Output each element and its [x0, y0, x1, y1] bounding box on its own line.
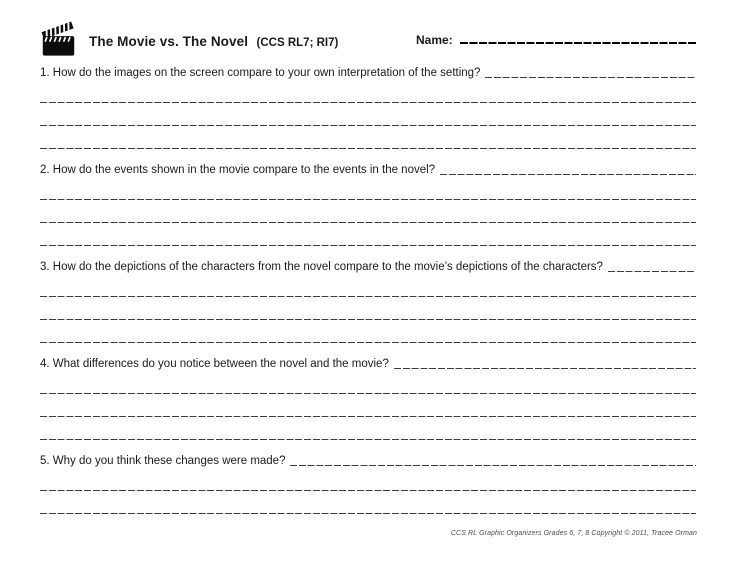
name-label: Name: [416, 33, 453, 47]
page-title [89, 33, 338, 51]
answer-blank-line[interactable] [40, 103, 697, 126]
question-text: 2. How do the events shown in the movie compare to the events in the novel? [40, 164, 436, 176]
answer-blank-line[interactable] [290, 454, 697, 468]
answer-blank-line[interactable] [40, 126, 697, 149]
page-title-standards-tag: (CCS RL7; RI7) [256, 37, 339, 49]
page-title-main: The Movie vs. The Novel [89, 34, 249, 49]
answer-blank-line[interactable] [40, 200, 697, 223]
question-text: 5. Why do you think these changes were made? [40, 455, 286, 467]
answer-blank-line[interactable] [40, 274, 697, 297]
question-text: 1. How do the images on the screen compare to your own interpretation of the setting? [40, 67, 481, 79]
name-field [416, 31, 697, 47]
question-block-5 [40, 454, 697, 514]
answer-blank-line[interactable] [608, 260, 697, 274]
worksheet-header [40, 18, 697, 62]
question-block-4 [40, 357, 697, 440]
answer-blank-line[interactable] [40, 177, 697, 200]
question-text: 3. How do the depictions of the characters from the novel compare to the movie’s depictions of the characters? [40, 261, 603, 273]
answer-blank-line[interactable] [394, 357, 697, 371]
question-text: 4. What differences do you notice between the novel and the movie? [40, 358, 389, 370]
answer-blank-line[interactable] [40, 297, 697, 320]
clapperboard-icon [40, 18, 77, 58]
answer-blank-line[interactable] [440, 163, 697, 177]
answer-blank-line[interactable] [40, 80, 697, 103]
answer-blank-line[interactable] [40, 320, 697, 343]
answer-blank-line[interactable] [40, 371, 697, 394]
answer-blank-line[interactable] [485, 66, 697, 80]
answer-blank-line[interactable] [40, 223, 697, 246]
question-block-1 [40, 66, 697, 149]
answer-blank-line[interactable] [40, 491, 697, 514]
question-block-3 [40, 260, 697, 343]
name-blank-line[interactable] [460, 31, 697, 44]
footer-credit: CCS RL Graphic Organizers Grades 6, 7, 8 Copyright © 2011, Tracee Orman [450, 530, 697, 537]
question-block-2 [40, 163, 697, 246]
answer-blank-line[interactable] [40, 468, 697, 491]
answer-blank-line[interactable] [40, 417, 697, 440]
answer-blank-line[interactable] [40, 394, 697, 417]
